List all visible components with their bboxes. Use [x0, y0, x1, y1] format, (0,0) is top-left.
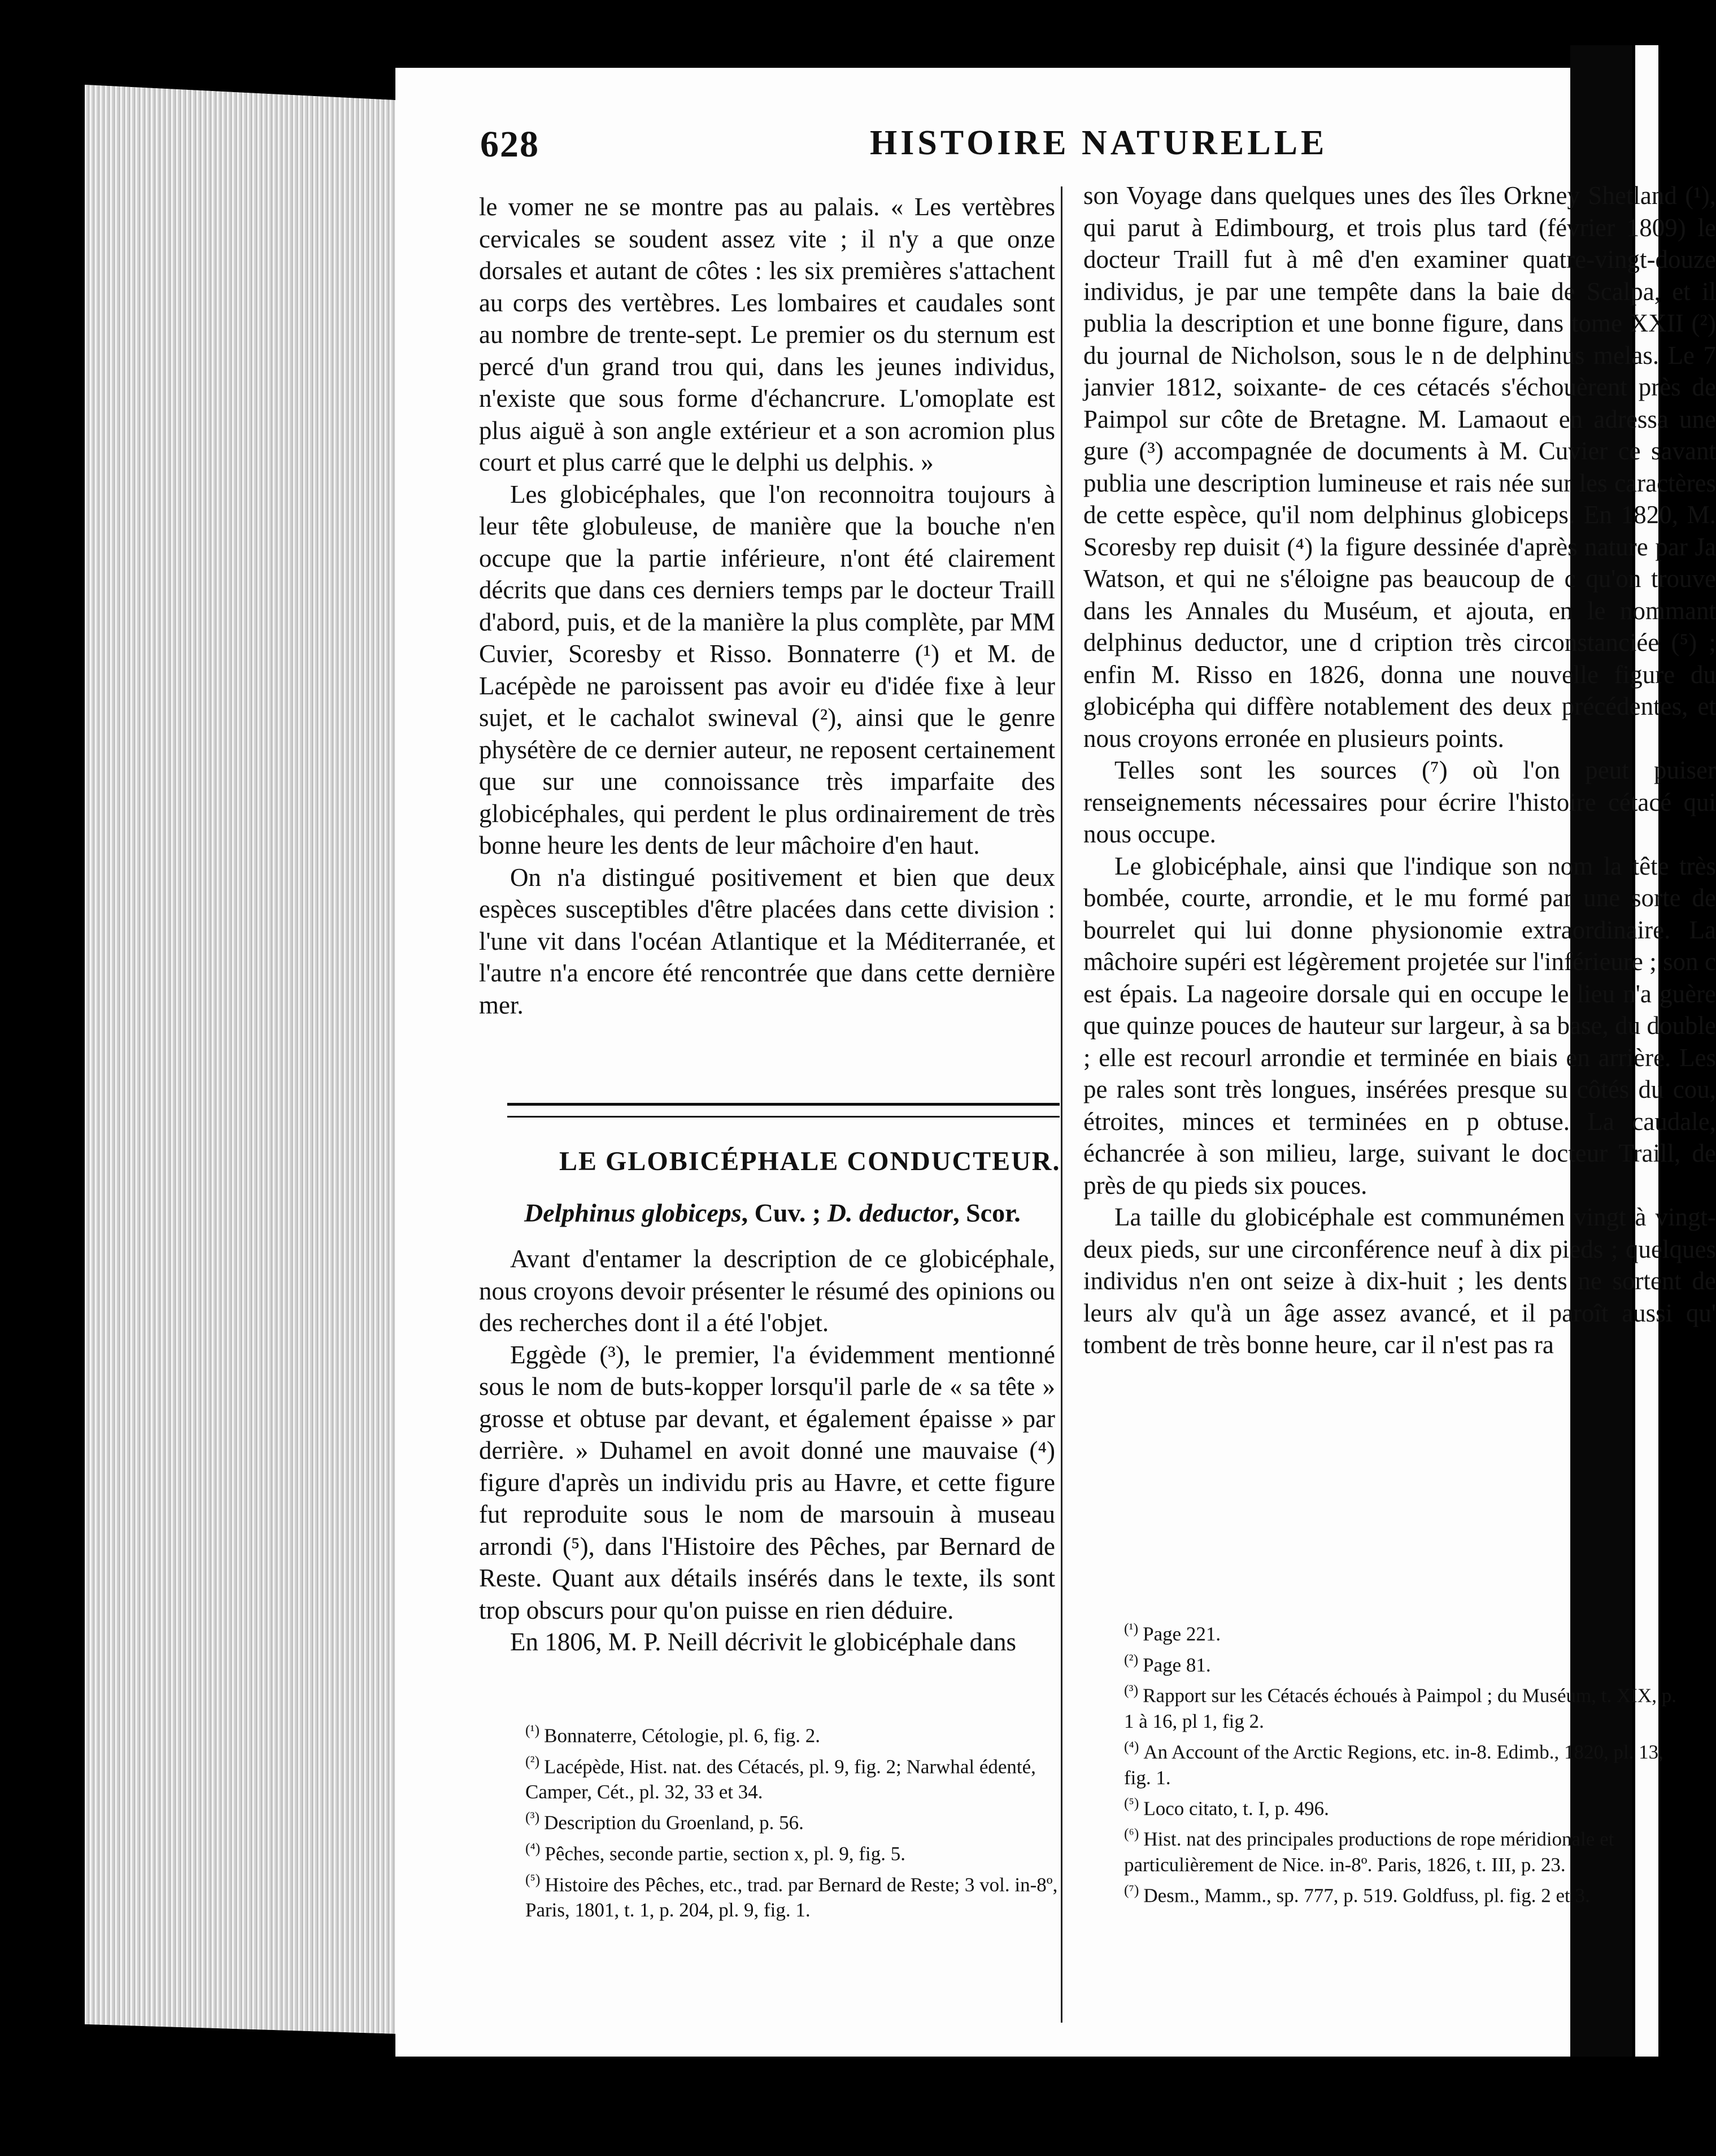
footnote-text: Hist. nat des principales productions de rope méridionale et particulièrement de Nice. in-8º. Paris, 1826, t. III, p. 23.	[1124, 1828, 1614, 1876]
footnote-text: Histoire des Pêches, etc., trad. par Bernard de Reste; 3 vol. in-8º, Paris, 1801, t. 1, p. 204, pl. 9, fig. 1.	[525, 1874, 1058, 1922]
footnote-marker: (⁵)	[525, 1871, 541, 1888]
footnote-text: Page 221.	[1143, 1623, 1221, 1645]
footnote-marker: (⁴)	[525, 1840, 541, 1857]
paragraph: Les globicéphales, que l'on reconnoitra toujours à leur tête globuleuse, de manière que la bouche n'en occupe que la partie inférieure, n'ont été clairement décrits que dans ces derniers temps par le docteur Traill d'abord, puis, et de la manière la plus complète, par MM Cuvier, Scoresby et Risso. Bonnaterre (¹) et M. de Lacépède ne paroissent pas avoir eu d'idée fixe à leur sujet, et le cachalot swineval (²), ainsi que le genre physétère de ce dernier auteur, ne reposent certainement que sur une connoissance très imparfaite des globicéphales, qui perdent le plus ordinairement de très bonne heure les dents de leur mâchoire d'en haut.	[479, 480, 1055, 859]
paragraph: Avant d'entamer la description de ce globicéphale, nous croyons devoir présenter le résumé des opinions ou des recherches dont il a été l'objet.	[479, 1245, 1055, 1337]
footnote-marker: (²)	[525, 1753, 540, 1770]
footnote-marker: (¹)	[1124, 1620, 1139, 1637]
footnote-text: Description du Groenland, p. 56.	[544, 1811, 804, 1834]
footnote-marker: (⁴)	[1124, 1738, 1139, 1755]
footnote-text: Bonnaterre, Cétologie, pl. 6, fig. 2.	[544, 1724, 821, 1747]
paragraph: Le globicéphale, ainsi que l'indique son nom la tête très bombée, courte, arrondie, et le mu formé par une sorte de bourrelet qui lui donne physionomie extraordinaire. La mâchoire supéri est légèrement projetée sur l'inférieure ; son c est épais. La nageoire dorsale qui en occupe le lieu n'a guère que quinze pouces de hauteur sur largeur, à sa base, du double ; elle est recourl arrondie et terminée en biais en arrière. Les pe rales sont très longues, insérées presque su côtés du cou, étroites, minces et terminées en p obtuse. La caudale, échancrée à son milieu, large, suivant le docteur Traill, de près de qu pieds six pouces.	[1083, 851, 1716, 1199]
left-column-after-title	[479, 1243, 1055, 1658]
footnote	[525, 1749, 1073, 1805]
footnote-marker: (³)	[1124, 1682, 1139, 1699]
footnote	[1124, 1616, 1587, 1647]
footnote	[525, 1718, 1073, 1749]
footnote-text: Rapport sur les Cétacés échoués à Paimpol ; du Muséum, t. XIX, p. 1 à 16, pl 1, fig 2.	[1124, 1684, 1676, 1732]
book-page-edges	[85, 85, 401, 2034]
page-number: 628	[480, 124, 539, 165]
footnote-text: Pêches, seconde partie, section x, pl. 9, fig. 5.	[545, 1842, 905, 1865]
footnote-text: An Account of the Arctic Regions, etc. in-8. Edimb., 1820, pl. 13, fig. 1.	[1124, 1741, 1663, 1789]
footnote	[1124, 1677, 1689, 1734]
paragraph: le vomer ne se montre pas au palais. « Les vertèbres cervicales se soudent assez vite ; il n'y a que onze dorsales et autant de côtes : les six premières s'attachent au corps des vertèbres. Les lombaires et caudales sont au nombre de trente-sept. Le premier os du sternum est percé d'un grand trou qui, dans les jeunes individus, n'existe que sous forme d'échancrure. L'omoplate est plus aiguë à son angle extérieur et a son acromion plus court et plus carré que le delphi us delphis. »	[479, 193, 1055, 476]
footnote	[1124, 1790, 1587, 1822]
footnote	[525, 1867, 1073, 1923]
footnote-marker: (³)	[525, 1809, 540, 1826]
section-title: LE GLOBICÉPHALE CONDUCTEUR.	[559, 1146, 1061, 1176]
footnote	[1124, 1821, 1689, 1877]
section-double-rule	[507, 1103, 1060, 1118]
footnote	[525, 1805, 1073, 1836]
footnote-text: Lacépède, Hist. nat. des Cétacés, pl. 9, fig. 2; Narwhal édenté, Camper, Cét., pl. 32, 33 et 34.	[525, 1755, 1036, 1803]
paragraph: Telles sont les sources (⁷) où l'on peut puiser renseignements nécessaires pour écrire l'histoire cétacé qui nous occupe.	[1083, 756, 1716, 848]
footnote	[525, 1836, 1073, 1867]
footnote-marker: (²)	[1124, 1651, 1139, 1668]
footnote-marker: (⁵)	[1124, 1794, 1139, 1811]
footnote	[1124, 1877, 1689, 1909]
footnote-marker: (¹)	[525, 1722, 540, 1738]
footnote-text: Page 81.	[1143, 1654, 1211, 1676]
footnote-text: Desm., Mamm., sp. 777, p. 519. Goldfuss, pl. fig. 2 et 3.	[1143, 1884, 1590, 1907]
footnote-marker: (⁷)	[1124, 1881, 1139, 1898]
paragraph: Eggède (³), le premier, l'a évidemment mentionné sous le nom de buts-kopper lorsqu'il parle de « sa tête » grosse et obtuse par devant, et également épaisse » par derrière. » Duhamel en avoit donné une mauvaise (⁴) figure d'après un individu pris au Havre, et cette figure fut reproduite sous le nom de marsouin à museau arrondi (⁵), dans l'Histoire des Pêches, par Bernard de Reste. Quant aux détails insérés dans le texte, ils sont trop obscurs pour qu'on puisse en rien déduire.	[479, 1340, 1055, 1624]
paragraph: son Voyage dans quelques unes des îles Orkney Shetland (¹), qui parut à Edimbourg, et trois plus tard (février 1809) le docteur Traill fut à mê d'en examiner quatre-vingt-douze individus, je par une tempête dans la baie de Scalpa, et il publia la description et une bonne figure, dans tome XXII (²) du journal de Nicholson, sous le n de delphinus melas. Le 7 janvier 1812, soixante- de ces cétacés s'échouèrent près de Paimpol sur côte de Bretagne. M. Lamaout en adressa une gure (³) accompagnée de documents à M. Cuvier ce savant publia une description lumineuse et rais née sur les caractères de cette espèce, qu'il nom delphinus globiceps. En 1820, M. Scoresby rep duisit (⁴) la figure dessinée d'après nature par Ja Watson, et qui ne s'éloigne pas beaucoup de c qu'on trouve dans les Annales du Muséum, et ajouta, en le nommant delphinus deductor, une d cription très circonstanciée (⁵) ; enfin M. Risso en 1826, donna une nouvelle figure du globicépha qui diffère notablement des deux précédentes, et nous croyons erronée en plusieurs points.	[1083, 181, 1716, 753]
synonym-author-2: , Scor.	[953, 1198, 1021, 1227]
paragraph: On n'a distingué positivement et bien que deux espèces susceptibles d'être placées dans cette division : l'une vit dans l'océan Atlantique et la Méditerranée, et l'autre n'a encore été rencontrée que dans cette dernière mer.	[479, 863, 1055, 1019]
footnote-marker: (⁶)	[1124, 1825, 1139, 1842]
right-column	[1083, 180, 1716, 1592]
synonym-author-1: , Cuv. ;	[741, 1198, 827, 1227]
synonym-name-2: D. deductor	[827, 1198, 953, 1227]
species-synonym-line	[524, 1198, 1021, 1228]
left-footnotes	[525, 1718, 1073, 1923]
footnote-text: Loco citato, t. I, p. 496.	[1143, 1797, 1329, 1820]
right-footnotes	[1124, 1616, 1676, 1909]
footnote	[1124, 1734, 1689, 1790]
synonym-name-1: Delphinus globiceps	[524, 1198, 742, 1227]
paragraph: La taille du globicéphale est communémen vingt à vingt-deux pieds, sur une circonférence neuf à dix pieds ; quelques individus n'en ont seize à dix-huit ; les dents ne sortent de leurs alv qu'à un âge assez avancé, et il paroît aussi qu' tombent de très bonne heure, car il n'est pas ra	[1083, 1203, 1716, 1359]
paragraph: En 1806, M. P. Neill décrivit le globicéphale dans	[510, 1628, 1017, 1656]
running-head: HISTOIRE NATURELLE	[870, 124, 1328, 162]
left-column	[479, 191, 1055, 1021]
footnote	[1124, 1647, 1587, 1678]
